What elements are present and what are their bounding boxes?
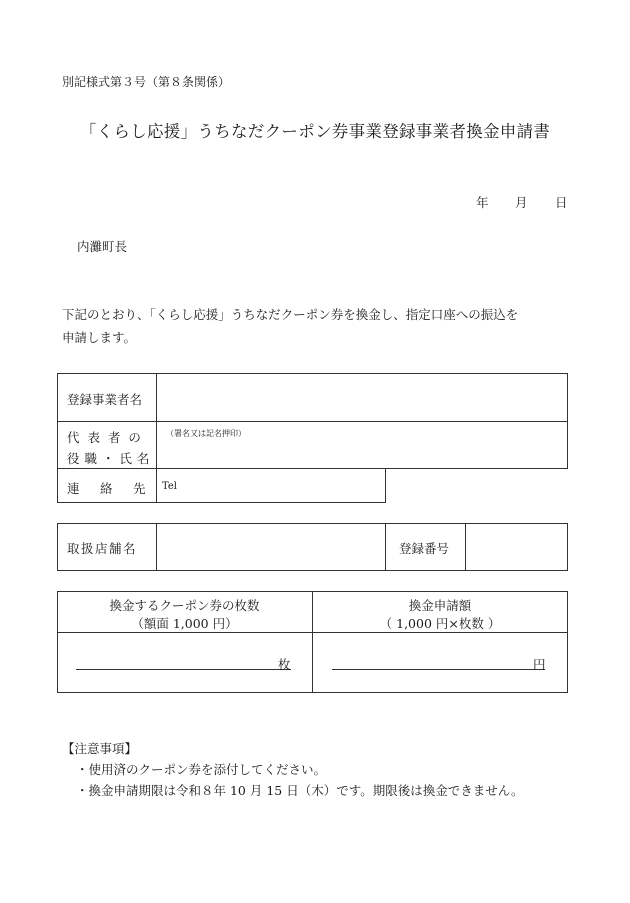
representative-field[interactable] [158, 423, 566, 467]
notes-item-2: ・換金申請期限は令和８年 10 月 15 日（木）です。期限後は換金できません。 [76, 783, 524, 798]
form-number: 別記様式第３号（第８条関係） [62, 75, 231, 89]
coupon-count-underline [76, 669, 291, 670]
signature-note: （署名又は記名押印） [166, 429, 246, 438]
body-text-line1: 下記のとおり、「くらし応援」うちなだクーポン券を換金し、指定口座への振込を [62, 307, 519, 322]
registration-number-field[interactable] [467, 525, 566, 569]
coupon-count-header-line1: 換金するクーポン券の枚数 [109, 598, 260, 613]
date-year-label: 年 [476, 195, 489, 210]
amount-unit: 円 [533, 657, 546, 672]
tel-prefix: Tel [162, 481, 178, 492]
amount-header-line2: （ 1,000 円×枚数 ） [379, 616, 501, 631]
contact-field[interactable] [178, 470, 384, 501]
business-name-label: 登録事業者名 [67, 392, 143, 407]
contact-label: 連 絡 先 [67, 481, 150, 496]
notes-heading: 【注意事項】 [62, 741, 138, 756]
coupon-count-unit: 枚 [278, 657, 291, 672]
date-month-label: 月 [515, 195, 528, 210]
coupon-count-field[interactable] [76, 650, 276, 670]
representative-label-line2: 役 職 ・ 氏 名 [67, 451, 150, 466]
representative-label-line1: 代 表 者 の [67, 430, 143, 445]
addressee: 内灘町長 [77, 239, 128, 254]
amount-underline [332, 669, 545, 670]
form-title: 「くらし応援」うちなだクーポン券事業登録事業者換金申請書 [79, 122, 551, 141]
amount-field[interactable] [332, 650, 532, 670]
business-name-field[interactable] [158, 375, 566, 420]
amount-header-line1: 換金申請額 [408, 598, 472, 613]
body-text-line2: 申請します。 [62, 330, 137, 345]
store-name-field[interactable] [158, 525, 384, 569]
notes-item-1: ・使用済のクーポン券を添付してください。 [76, 762, 327, 777]
coupon-count-header-line2: （額面 1,000 円） [131, 616, 238, 631]
registration-number-label: 登録番号 [399, 541, 450, 556]
store-name-label: 取扱店舗名 [67, 541, 138, 556]
date-day-label: 日 [555, 195, 568, 210]
